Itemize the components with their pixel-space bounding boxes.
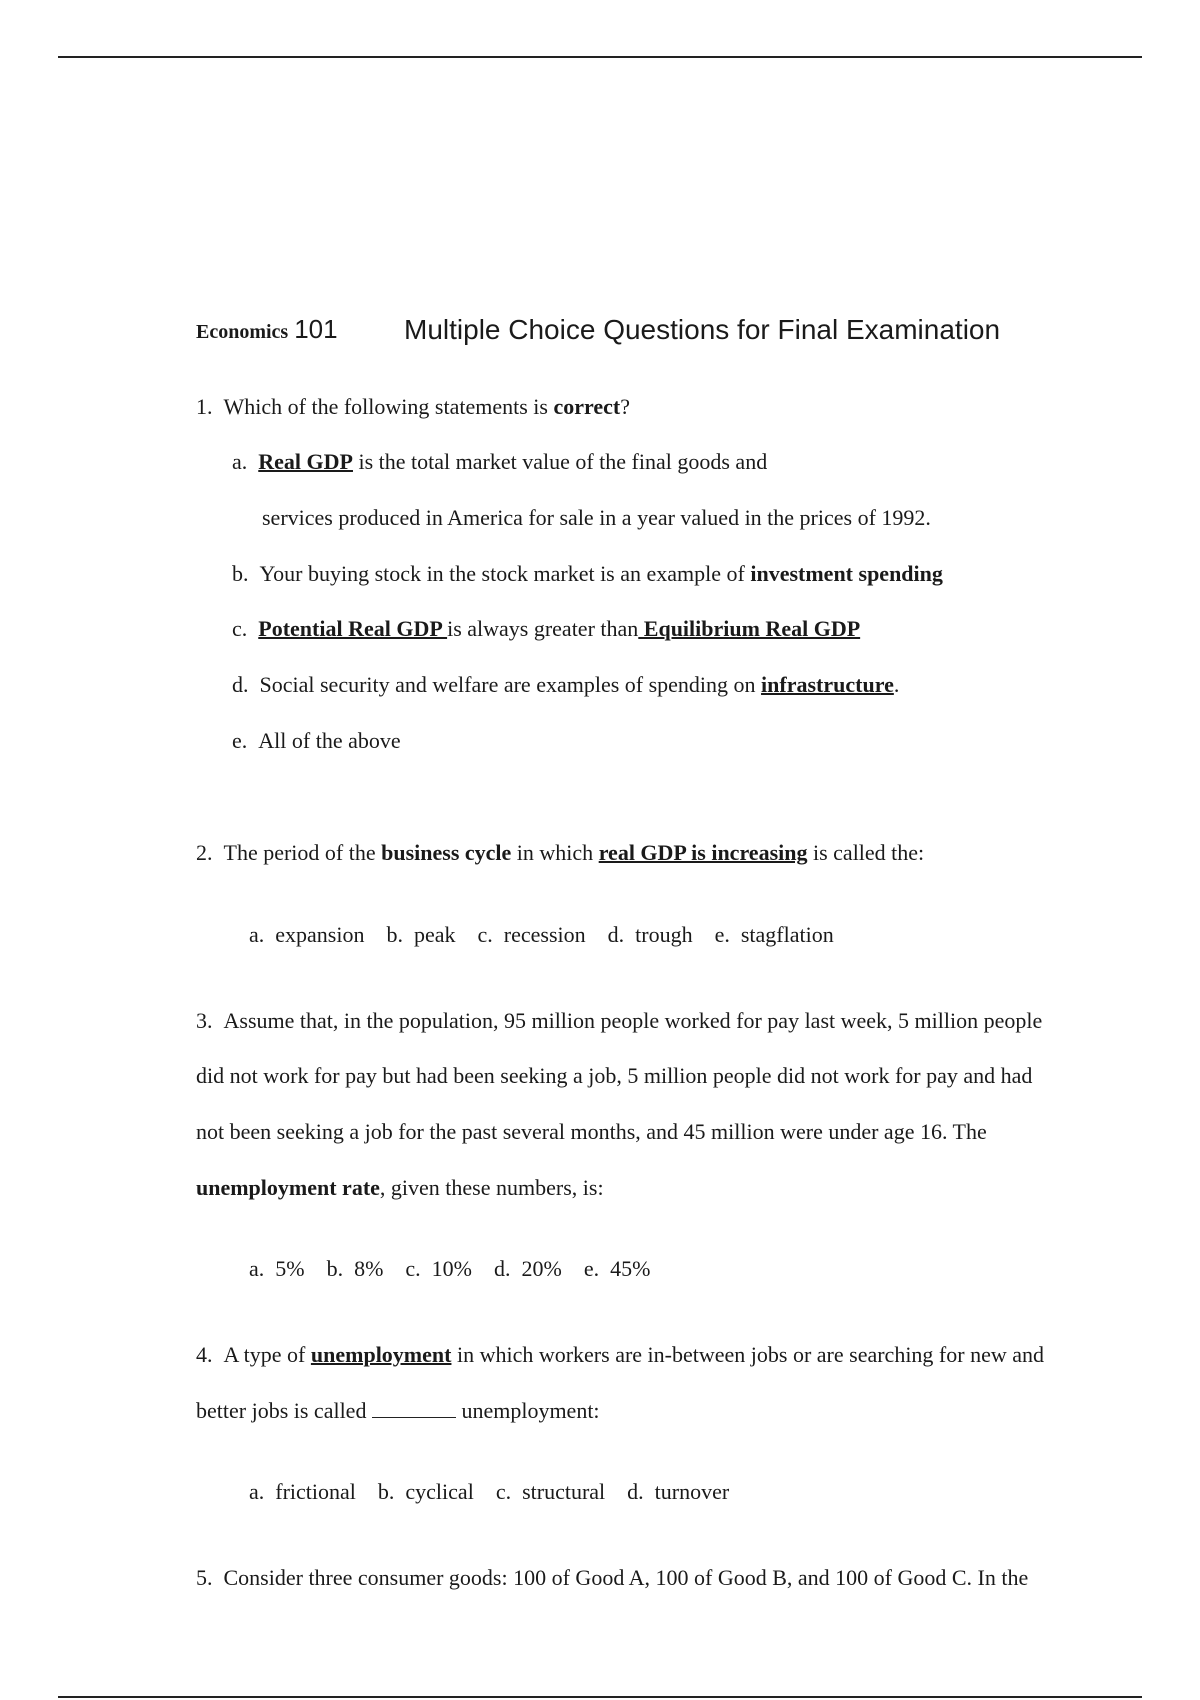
question-number: 1. bbox=[196, 394, 213, 419]
question-3-stem: 3. Assume that, in the population, 95 million people worked for pay last week, 5 million people bbox=[196, 1008, 1043, 1033]
exam-title: Multiple Choice Questions for Final Examination bbox=[404, 314, 1001, 345]
option: c. 10% bbox=[405, 1256, 473, 1281]
question-1-option-b: b. Your buying stock in the stock market is an example of investment spending bbox=[232, 561, 943, 586]
question-2-options bbox=[238, 896, 856, 948]
term-real-gdp: Real GDP bbox=[258, 449, 353, 474]
term-potential-real-gdp: Potential Real GDP bbox=[258, 616, 448, 641]
term-real-gdp-increasing: real GDP is increasing bbox=[598, 840, 808, 865]
option: c. structural bbox=[495, 1479, 606, 1504]
question-1-stem: 1. Which of the following statements is correct? bbox=[196, 394, 630, 419]
option: b. 8% bbox=[326, 1256, 384, 1281]
term-unemployment: unemployment bbox=[310, 1342, 452, 1367]
question-3-options bbox=[238, 1230, 672, 1282]
question-3-line-3: not been seeking a job for the past several months, and 45 million were under age 16. The bbox=[196, 1119, 987, 1144]
question-4-line-2: better jobs is called unemployment: bbox=[196, 1398, 600, 1423]
option: d. 20% bbox=[494, 1256, 562, 1281]
option: e. 45% bbox=[583, 1256, 651, 1281]
question-1-option-c: c. Potential Real GDP is always greater than Equilibrium Real GDP bbox=[232, 616, 861, 641]
option: d. turnover bbox=[627, 1479, 730, 1504]
exam-header bbox=[196, 314, 1001, 345]
question-3-line-2: did not work for pay but had been seeking a job, 5 million people did not work for pay and had bbox=[196, 1063, 1033, 1088]
question-4-options bbox=[238, 1453, 751, 1505]
term-infrastructure: infrastructure bbox=[761, 672, 894, 697]
option: a. frictional bbox=[249, 1479, 356, 1504]
term-equilibrium-real-gdp: Equilibrium Real GDP bbox=[638, 616, 861, 641]
question-1-option-a-continued: services produced in America for sale in a year valued in the prices of 1992. bbox=[262, 505, 931, 530]
question-1-option-e: e. All of the above bbox=[232, 728, 401, 753]
question-2-stem: 2. The period of the business cycle in which real GDP is increasing is called the: bbox=[196, 840, 925, 865]
answer-blank bbox=[372, 1399, 456, 1418]
option: a. 5% bbox=[249, 1256, 305, 1281]
course-name: Economics bbox=[196, 321, 289, 343]
question-1-option-a: a. Real GDP is the total market value of the final goods and bbox=[232, 449, 768, 474]
option: b. peak bbox=[386, 922, 456, 947]
question-3-line-4: unemployment rate, given these numbers, is: bbox=[196, 1175, 604, 1200]
option: b. cyclical bbox=[377, 1479, 474, 1504]
option: c. recession bbox=[477, 922, 586, 947]
option: d. trough bbox=[607, 922, 693, 947]
question-number: 4. bbox=[196, 1342, 213, 1367]
option: a. expansion bbox=[249, 922, 365, 947]
option: e. stagflation bbox=[714, 922, 834, 947]
question-number: 5. bbox=[196, 1565, 213, 1590]
question-number: 2. bbox=[196, 840, 213, 865]
question-5-stem: 5. Consider three consumer goods: 100 of Good A, 100 of Good B, and 100 of Good C. In the bbox=[196, 1565, 1029, 1590]
bottom-rule bbox=[58, 1696, 1142, 1698]
question-number: 3. bbox=[196, 1008, 213, 1033]
course-number: 101 bbox=[294, 314, 338, 344]
question-4-stem: 4. A type of unemployment in which workers are in-between jobs or are searching for new and bbox=[196, 1342, 1045, 1367]
question-1-option-d: d. Social security and welfare are examples of spending on infrastructure. bbox=[232, 672, 900, 697]
top-rule bbox=[58, 56, 1142, 58]
